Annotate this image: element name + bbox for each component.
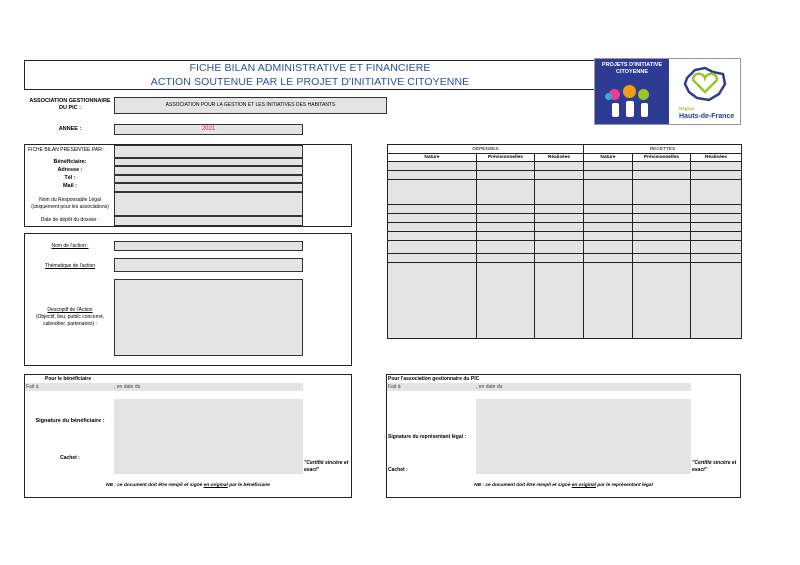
budget-cell[interactable] — [477, 214, 535, 223]
budget-cell[interactable] — [388, 254, 477, 263]
budget-cell[interactable] — [584, 263, 633, 339]
column-header: Nature — [584, 154, 633, 162]
responsable-field[interactable] — [114, 192, 303, 216]
budget-cell[interactable] — [477, 162, 535, 171]
budget-cell[interactable] — [584, 162, 633, 171]
budget-cell[interactable] — [388, 162, 477, 171]
budget-cell[interactable] — [633, 232, 691, 241]
budget-cell[interactable] — [633, 263, 691, 339]
signature-label: Signature du bénéficiaire : — [35, 418, 105, 424]
document-title-box — [24, 60, 596, 90]
responsable-label-line1: Nom du Responsable Légal — [39, 197, 101, 203]
budget-cell[interactable] — [691, 171, 742, 180]
budget-cell[interactable] — [388, 223, 477, 232]
budget-cell[interactable] — [388, 171, 477, 180]
nb-suffix: par le bénéficiaire — [229, 483, 270, 488]
nb-note — [386, 483, 741, 488]
adresse-field[interactable] — [114, 166, 303, 175]
recettes-header: RECETTES — [584, 145, 742, 154]
beneficiaire-field[interactable] — [114, 158, 303, 166]
budget-cell[interactable] — [691, 263, 742, 339]
association-field[interactable]: ASSOCIATION POUR LA GESTION ET LES INITIATIVES DES HABITANTS — [114, 97, 387, 114]
budget-row — [388, 241, 742, 254]
budget-cell[interactable] — [388, 214, 477, 223]
budget-cell[interactable] — [388, 263, 477, 339]
descriptif-field[interactable] — [114, 279, 303, 356]
budget-cell[interactable] — [535, 214, 584, 223]
column-header: Nature — [388, 154, 477, 162]
budget-row — [388, 205, 742, 214]
budget-row — [388, 263, 742, 339]
budget-cell[interactable] — [691, 254, 742, 263]
budget-cell[interactable] — [477, 180, 535, 205]
budget-cell[interactable] — [691, 223, 742, 232]
column-header: Prévisionnelles — [477, 154, 535, 162]
budget-cell[interactable] — [477, 241, 535, 254]
logo — [594, 58, 741, 125]
budget-cell[interactable] — [584, 223, 633, 232]
budget-cell[interactable] — [584, 214, 633, 223]
budget-cell[interactable] — [388, 241, 477, 254]
mail-field[interactable] — [114, 183, 303, 192]
budget-row — [388, 223, 742, 232]
signature-field[interactable] — [114, 399, 303, 474]
budget-cell[interactable] — [535, 205, 584, 214]
budget-cell[interactable] — [691, 162, 742, 171]
person-icon — [641, 103, 648, 117]
fait-a-field[interactable] — [25, 383, 303, 391]
nb-suffix: par le représentant légal — [597, 483, 653, 488]
responsable-label — [25, 197, 115, 211]
certifie-text: "Certifié sincère et exact" — [304, 460, 349, 473]
budget-cell[interactable] — [535, 223, 584, 232]
beneficiaire-sign-heading: Pour le bénéficiaire — [45, 376, 92, 382]
budget-row — [388, 214, 742, 223]
budget-cell[interactable] — [477, 171, 535, 180]
budget-cell[interactable] — [477, 205, 535, 214]
column-header: Réalisées — [535, 154, 584, 162]
budget-cell[interactable] — [633, 223, 691, 232]
budget-cell[interactable] — [477, 232, 535, 241]
document-title-line2: ACTION SOUTENUE PAR LE PROJET D'INITIATIVE CITOYENNE — [150, 76, 470, 88]
budget-cell[interactable] — [633, 171, 691, 180]
descriptif-label — [26, 307, 114, 328]
pic-logo-text: PROJETS D'INITIATIVE CITOYENNE — [601, 62, 663, 75]
budget-cell[interactable] — [633, 205, 691, 214]
budget-cell[interactable] — [477, 263, 535, 339]
annee-field[interactable]: 2021 — [114, 124, 303, 135]
person-icon — [626, 101, 634, 117]
budget-cell[interactable] — [477, 223, 535, 232]
budget-cell[interactable] — [584, 171, 633, 180]
budget-cell[interactable] — [584, 232, 633, 241]
nom-action-field[interactable] — [114, 241, 303, 251]
beneficiaire-label: Bénéficiaire: — [53, 159, 87, 165]
nb-prefix: NB : ce document doit être rempli et signé — [106, 483, 203, 488]
budget-cell[interactable] — [584, 241, 633, 254]
tel-field[interactable] — [114, 175, 303, 183]
budget-row — [388, 254, 742, 263]
budget-cell[interactable] — [535, 232, 584, 241]
france-map-heart-icon — [679, 64, 731, 104]
thematique-label: Thématique de l'action — [44, 263, 96, 269]
budget-cell[interactable] — [535, 263, 584, 339]
budget-cell[interactable] — [535, 180, 584, 205]
budget-cell[interactable] — [584, 180, 633, 205]
budget-cell[interactable] — [388, 180, 477, 205]
cachet-label: Cachet : — [388, 467, 408, 473]
pic-logo — [595, 59, 669, 124]
signature-label: Signature du représentant légal : — [388, 434, 467, 440]
budget-cell[interactable] — [633, 254, 691, 263]
budget-table — [387, 144, 742, 339]
blue-bubble-icon — [605, 93, 612, 100]
budget-cell[interactable] — [477, 254, 535, 263]
nb-prefix: NB : ce document doit être rempli et signé — [474, 483, 571, 488]
fait-a-field[interactable] — [387, 383, 691, 391]
budget-row — [388, 180, 742, 205]
budget-cell[interactable] — [535, 171, 584, 180]
annee-label: ANNEE : — [58, 126, 82, 132]
mail-label: Mail : — [62, 183, 78, 189]
budget-cell[interactable] — [584, 254, 633, 263]
responsable-label-line2: (uniquement pour les associations) — [31, 204, 109, 210]
budget-row — [388, 232, 742, 241]
association-label: ASSOCIATION GESTIONNAIRE DU PIC : — [29, 98, 111, 111]
en-date-du-label: , en date du — [114, 384, 141, 390]
budget-cell[interactable] — [691, 214, 742, 223]
budget-cell[interactable] — [535, 162, 584, 171]
orange-bubble-icon — [623, 85, 636, 98]
nb-note — [24, 483, 352, 488]
budget-cell[interactable] — [633, 162, 691, 171]
presenter-heading: FICHE BILAN PRESENTEE PAR : — [28, 147, 105, 153]
descriptif-title: Descriptif de l'Action — [47, 307, 93, 313]
budget-cell[interactable] — [633, 180, 691, 205]
signature-field[interactable] — [476, 399, 691, 474]
fait-a-label: Fait à — [388, 384, 401, 390]
region-name: Hauts-de-France — [679, 113, 735, 120]
budget-row — [388, 162, 742, 171]
document-title-line1: FICHE BILAN ADMINISTRATIVE ET FINANCIERE — [189, 62, 431, 74]
budget-cell[interactable] — [388, 232, 477, 241]
en-date-du-label: , en date du — [476, 384, 503, 390]
budget-cell[interactable] — [535, 241, 584, 254]
budget-body — [388, 162, 742, 339]
presenter-field[interactable] — [114, 145, 303, 158]
date-depot-field[interactable] — [114, 216, 303, 226]
nb-original: en original — [203, 483, 228, 488]
tel-label: Tél : — [64, 175, 76, 181]
budget-cell[interactable] — [633, 241, 691, 254]
association-sign-heading: Pour l'association gestionnaire du PIC — [388, 376, 480, 382]
date-depot-label: Date de dépôt du dossier : — [40, 217, 100, 223]
column-header: Prévisionnelles — [633, 154, 691, 162]
budget-row — [388, 171, 742, 180]
nb-original: en original — [571, 483, 597, 488]
nom-action-label: Nom de l'action : — [51, 243, 89, 249]
budget-cell[interactable] — [691, 232, 742, 241]
region-label: Région — [679, 106, 695, 111]
budget-cell[interactable] — [388, 205, 477, 214]
budget-cell[interactable] — [691, 205, 742, 214]
budget-cell[interactable] — [535, 254, 584, 263]
thematique-field[interactable] — [114, 258, 303, 272]
budget-cell[interactable] — [691, 241, 742, 254]
column-header: Réalisées — [691, 154, 742, 162]
budget-cell[interactable] — [584, 205, 633, 214]
person-icon — [612, 103, 619, 117]
cachet-label: Cachet : — [60, 455, 80, 461]
budget-cell[interactable] — [633, 214, 691, 223]
fait-a-label: Fait à — [26, 384, 39, 390]
green-bubble-icon — [638, 89, 649, 100]
budget-cell[interactable] — [691, 180, 742, 205]
descriptif-hint: (Objectif, lieu, public concerné, calendrier, partenaires) : — [35, 314, 105, 327]
adresse-label: Adresse : — [57, 167, 83, 173]
certifie-text: "Certifié sincère et exact" — [692, 460, 737, 473]
depenses-header: DEPENSES — [388, 145, 584, 154]
